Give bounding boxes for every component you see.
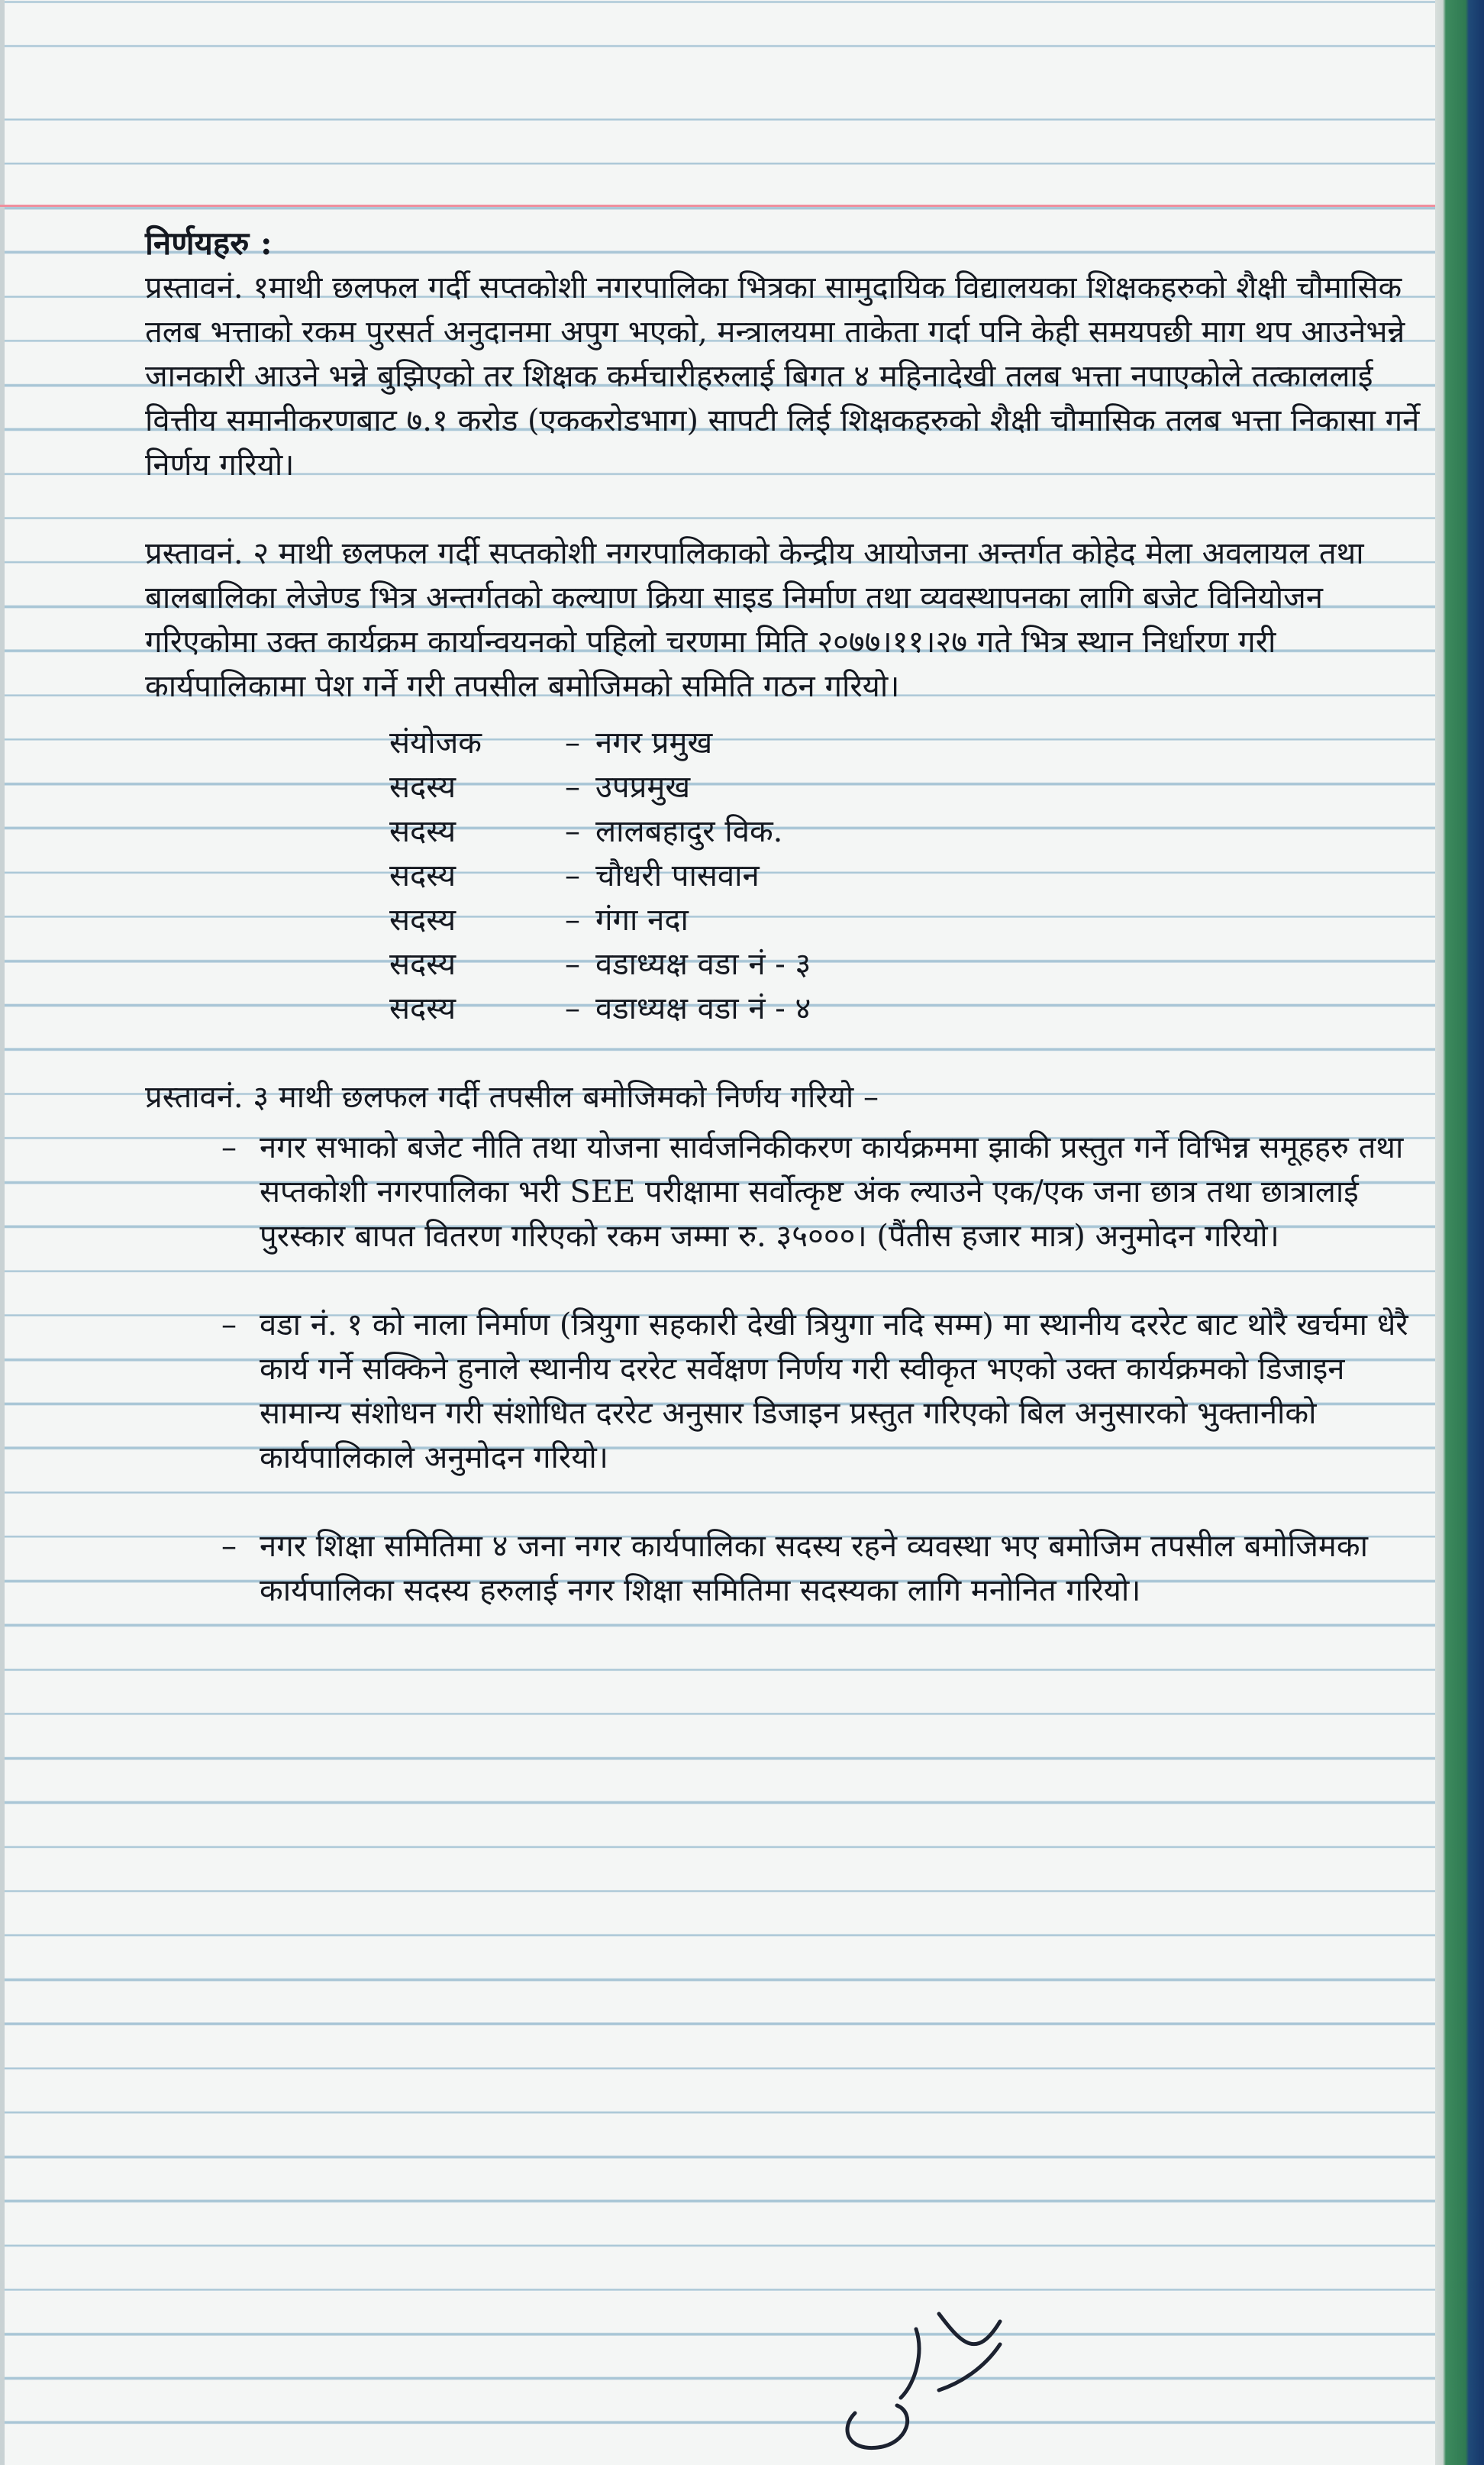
- proposal-3: प्रस्तावनं. ३ माथी छलफल गर्दी तपसील बमोजिमको निर्णय गरियो –: [145, 1080, 879, 1115]
- committee-member: [389, 942, 1428, 987]
- committee-member: [389, 854, 1428, 898]
- member-role: सदस्य: [389, 903, 456, 938]
- member-role: संयोजक: [389, 725, 482, 761]
- member-name: वडाध्यक्ष वडा नं - ४: [595, 991, 811, 1026]
- member-dash: –: [565, 991, 580, 1026]
- member-role: सदस्य: [389, 770, 456, 805]
- page-left-edge: [0, 0, 5, 2465]
- paragraph-gap: [145, 1031, 1428, 1075]
- proposal-2: प्रस्तावनं. २ माथी छलफल गर्दी सप्तकोशी नगरपालिकाको केन्द्रीय आयोजना अन्तर्गत कोहेद मेला अवलायल तथा बालबालिका लेजेण्ड भित्र अन्तर्गतको कल्याण क्रिया साइड निर्माण तथा व्यवस्थापनका लागि बजेट विनियोजन गरिएकोमा उक्त कार्यक्रम कार्यान्वयनको पहिलो चरणमा मिति २०७७।११।२७ गते भित्र स्थान निर्धारण गरी कार्यपालिकामा पेश गर्ने गरी तपसील बमोजिमको समिति गठन गरियो।: [145, 536, 1364, 704]
- decision-item: – वडा नं. १ को नाला निर्माण (त्रियुगा सहकारी देखी त्रियुगा नदि सम्म) मा स्थानीय दररेट बाट थोरै खर्चमा धेरै कार्य गर्ने सक्किने हुनाले स्थानीय दररेट सर्वेक्षण निर्णय गरी स्वीकृत भएको उक्त कार्यक्रमको डिजाइन सामान्य संशोधन गरी संशोधित दररेट अनुसार डिजाइन प्रस्तुत गरिएको बिल अनुसारको भुक्तानीको कार्यपालिकाले अनुमोदन गरियो।: [221, 1303, 1428, 1480]
- member-dash: –: [565, 858, 580, 893]
- minutes-content: [145, 221, 1428, 1613]
- member-name: चौधरी पासवान: [595, 858, 760, 893]
- member-dash: –: [565, 725, 580, 761]
- member-dash: –: [565, 903, 580, 938]
- top-margin-line: [0, 205, 1435, 207]
- member-name: उपप्रमुख: [595, 770, 691, 805]
- committee-member: [389, 898, 1428, 942]
- member-role: सदस्य: [389, 858, 456, 893]
- member-dash: –: [565, 814, 580, 849]
- member-name: नगर प्रमुख: [595, 725, 713, 761]
- decision-bullets: [221, 1126, 1428, 1613]
- member-role: सदस्य: [389, 991, 456, 1026]
- member-name: गंगा नदा: [595, 903, 689, 938]
- decision-item: – नगर सभाको बजेट नीति तथा योजना सार्वजनिकीकरण कार्यक्रममा झाकी प्रस्तुत गर्ने विभिन्न समूहहरु तथा सप्तकोशी नगरपालिका भरी SEE परीक्षामा सर्वोत्कृष्ट अंक ल्याउने एक/एक जना छात्र तथा छात्रालाई पुरस्कार बापत वितरण गरिएको रकम जम्मा रु. ३५०००। (पैंतीस हजार मात्र) अनुमोदन गरियो।: [221, 1126, 1428, 1258]
- committee-member: [389, 721, 1428, 765]
- member-role: सदस्य: [389, 814, 456, 849]
- member-name: लालबहादुर विक.: [595, 814, 783, 849]
- member-name: वडाध्यक्ष वडा नं - ३: [595, 947, 811, 982]
- paragraph-gap: [145, 487, 1428, 531]
- member-dash: –: [565, 947, 580, 982]
- proposal-1: प्रस्तावनं. १माथी छलफल गर्दी सप्तकोशी नगरपालिका भित्रका सामुदायिक विद्यालयका शिक्षकहरुको शैक्षी चौमासिक तलब भत्ताको रकम पुरसर्त अनुदानमा अपुग भएको, मन्त्रालयमा ताकेता गर्दा पनि केही समयपछी माग थप आउनेभन्ने जानकारी आउने भन्ने बुझिएको तर शिक्षक कर्मचारीहरुलाई बिगत ४ महिनादेखी तलब भत्ता नपाएकोले तत्काललाई वित्तीय समानीकरणबाट ७.१ करोड (एककरोडभाग) सापटी लिई शिक्षकहरुको शैक्षी चौमासिक तलब भत्ता निकासा गर्ने निर्णय गरियो।: [145, 270, 1420, 483]
- handwritten-signature: [824, 2299, 1008, 2459]
- committee-list: [389, 721, 1428, 1031]
- member-role: सदस्य: [389, 947, 456, 982]
- decisions-heading: निर्णयहरु :: [145, 225, 273, 262]
- committee-member: [389, 987, 1428, 1031]
- committee-member: [389, 765, 1428, 809]
- member-dash: –: [565, 770, 580, 805]
- committee-member: [389, 809, 1428, 854]
- decision-item: – नगर शिक्षा समितिमा ४ जना नगर कार्यपालिका सदस्य रहने व्यवस्था भए बमोजिम तपसील बमोजिमका कार्यपालिका सदस्य हरुलाई नगर शिक्षा समितिमा सदस्यका लागि मनोनित गरियो।: [221, 1524, 1428, 1613]
- notebook-binding: [1435, 0, 1484, 2465]
